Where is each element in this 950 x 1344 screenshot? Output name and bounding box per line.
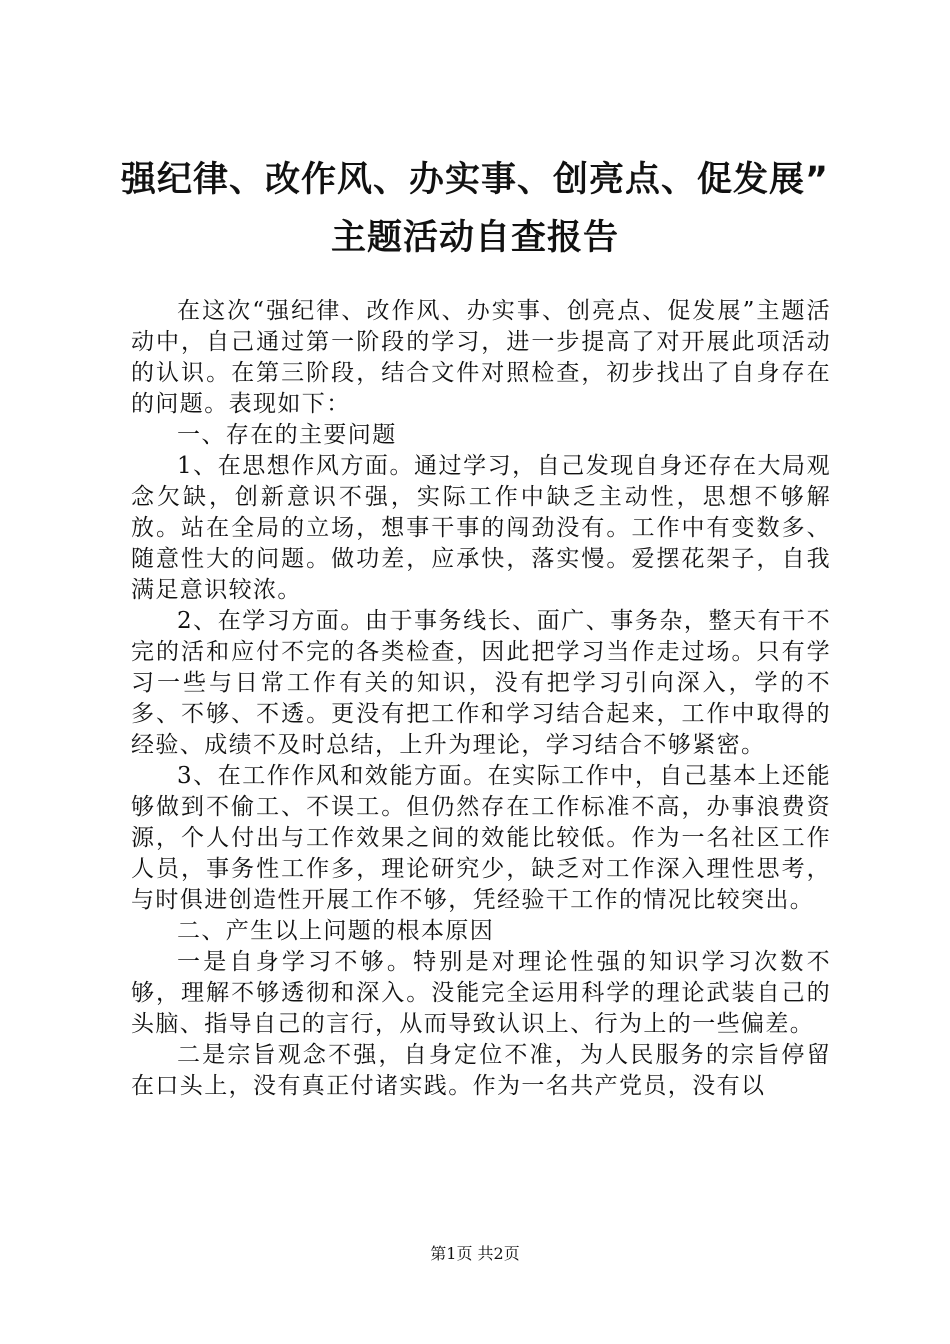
- paragraph-work-efficiency: 3、在工作作风和效能方面。在实际工作中，自己基本上还能够做到不偷工、不误工。但仍然存在工作标准不高，办事浪费资源，个人付出与工作效果之间的效能比较低。作为一名社区工作人员，事务性工作多，理论研究少，缺乏对工作深入理性思考，与时俱进创造性开展工作不够，凭经验干工作的情况比较突出。: [131, 763, 831, 913]
- section-heading-problems: 一、存在的主要问题: [177, 422, 397, 448]
- document-title-line-1: 强纪律、改作风、办实事、创亮点、促发展”: [120, 160, 829, 200]
- document-title-line-2: 主题活动自查报告: [330, 218, 619, 258]
- paragraph-cause-two: 二是宗旨观念不强，自身定位不准，为人民服务的宗旨停留在口头上，没有真正付诸实践。作为一名共产党员，没有以: [131, 1042, 831, 1099]
- paragraph-intro: 在这次“强纪律、改作风、办实事、创亮点、促发展”主题活动中，自己通过第一阶段的学习，进一步提高了对开展此项活动的认识。在第三阶段，结合文件对照检查，初步找出了自身存在的问题。表现如下：: [131, 298, 831, 417]
- document-body: [131, 296, 831, 1102]
- page-footer: 第1页 共2页: [430, 1244, 520, 1263]
- paragraph-learning: 2、在学习方面。由于事务线长、面广、事务杂，整天有干不完的活和应付不完的各类检查，因此把学习当作走过场。只有学习一些与日常工作有关的知识，没有把学习引向深入，学的不多、不够、不透。更没有把工作和学习结合起来，工作中取得的经验、成绩不及时总结，上升为理论，学习结合不够紧密。: [131, 608, 831, 758]
- paragraph-thinking-style: 1、在思想作风方面。通过学习，自己发现自身还存在大局观念欠缺，创新意识不强，实际工作中缺乏主动性，思想不够解放。站在全局的立场，想事干事的闯劲没有。工作中有变数多、随意性大的问题。做功差，应承快，落实慢。爱摆花架子，自我满足意识较浓。: [131, 453, 831, 603]
- section-heading-causes: 二、产生以上问题的根本原因: [177, 918, 495, 944]
- paragraph-cause-one: 一是自身学习不够。特别是对理论性强的知识学习次数不够，理解不够透彻和深入。没能完全运用科学的理论武装自己的头脑、指导自己的言行，从而导致认识上、行为上的一些偏差。: [131, 949, 831, 1037]
